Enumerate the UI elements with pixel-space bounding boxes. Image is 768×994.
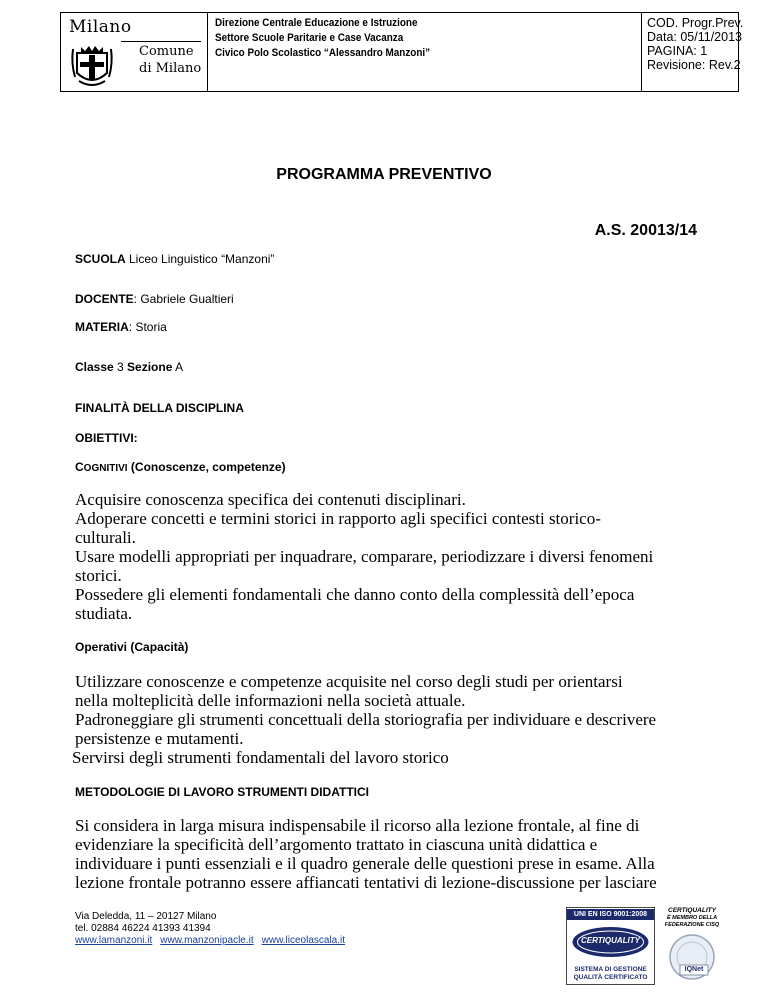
cognitivi-initial: C [75, 460, 84, 474]
meta-code: COD. Progr.Prev. [647, 16, 744, 30]
footer-address: Via Deledda, 11 – 20127 Milano [75, 911, 217, 922]
institution-cell [207, 13, 642, 91]
iso-certification-badge [566, 907, 655, 985]
cognitivi-line: studiata. [75, 604, 133, 623]
section-operativi: Operativi (Capacità) [75, 640, 189, 654]
section-obiettivi: OBIETTIVI: [75, 431, 138, 445]
certiquality-brand: CERTIQUALITY [581, 936, 640, 945]
meta-date: Data: 05/11/2013 [647, 30, 742, 44]
field-materia [75, 320, 167, 334]
cognitivi-smallcaps: OGNITIVI [83, 463, 128, 474]
member-line-1: CERTIQUALITY [668, 907, 716, 914]
footer-link[interactable]: www.liceolascala.it [261, 935, 346, 946]
page-footer [75, 911, 353, 947]
operativi-line: nella molteplicità delle informazioni nella società attuale. [75, 691, 466, 710]
metodologie-paragraph [75, 816, 700, 892]
docente-value: : Gabriele Gualtieri [133, 292, 234, 306]
metodologie-line: evidenziare la specificità dell’argomento trattato in ciascuna unità didattica e [75, 835, 598, 854]
docente-label: DOCENTE [75, 292, 134, 306]
scuola-value: Liceo Linguistico “Manzoni” [125, 252, 275, 266]
sezione-value: A [172, 360, 184, 374]
metodologie-line: individuare i punti essenziali e il quadro generale delle questioni prese in esame. Alla [75, 854, 655, 873]
cognitivi-line: storici. [75, 566, 122, 585]
section-metodologie: METODOLOGIE DI LAVORO STRUMENTI DIDATTICI [75, 785, 369, 799]
cisq-membership-badge [658, 907, 726, 985]
document-title: PROGRAMMA PREVENTIVO [276, 166, 492, 183]
materia-value: : Storia [128, 320, 167, 334]
cognitivi-line: Possedere gli elementi fondamentali che danno conto della complessità dell’epoca [75, 585, 635, 604]
comune-crest-icon [67, 43, 117, 89]
operativi-paragraph [72, 672, 700, 767]
metodologie-line: lezione frontale potranno essere affiancati tentativi di lezione-discussione per lasciare [75, 873, 657, 892]
institution-line-1: Direzione Centrale Educazione e Istruzione [215, 17, 418, 29]
section-finalita: FINALITÀ DELLA DISCIPLINA [75, 401, 244, 415]
cognitivi-line: culturali. [75, 528, 136, 547]
scuola-label: SCUOLA [75, 252, 126, 266]
document-header [60, 12, 744, 92]
iqnet-label: IQNet [684, 966, 704, 973]
operativi-line: Padroneggiare gli strumenti concettuali della storiografia per individuare e descrivere [75, 710, 657, 729]
classe-value: 3 [113, 360, 128, 374]
footer-links [75, 935, 353, 947]
cognitivi-line: Usare modelli appropriati per inquadrare, comparare, periodizzare i diversi fenomeni [75, 547, 654, 566]
member-line-3: FEDERAZIONE CISQ [664, 922, 720, 928]
comune-line2: di Milano [139, 61, 202, 76]
materia-label: MATERIA [75, 320, 129, 334]
iqnet-seal-icon [658, 931, 726, 983]
comune-line1: Comune [139, 44, 194, 59]
iso-label: UNI EN ISO 9001:2008 [567, 909, 654, 920]
classe-label: Classe [75, 360, 114, 374]
meta-page: PAGINA: 1 [647, 44, 708, 58]
field-scuola [75, 252, 274, 266]
system-line-2: QUALITÀ CERTIFICATO [573, 974, 648, 981]
cognitivi-tail: (Conoscenze, competenze) [127, 460, 286, 474]
operativi-line: Servirsi degli strumenti fondamentali del lavoro storico [72, 748, 449, 767]
meta-cell [641, 13, 744, 91]
institution-line-2: Settore Scuole Paritarie e Case Vacanza [215, 32, 404, 44]
field-docente [75, 292, 234, 306]
footer-phone: tel. 02884 46224 41393 41394 [75, 923, 211, 934]
system-line-1: SISTEMA DI GESTIONE [574, 966, 647, 973]
footer-link[interactable]: www.lamanzoni.it [75, 935, 153, 946]
milano-logo-word: Milano [69, 17, 132, 37]
member-line-2: È MEMBRO DELLA [666, 915, 718, 921]
cognitivi-line: Acquisire conoscenza specifica dei contenuti disciplinari. [75, 490, 466, 509]
logo-cell [61, 13, 208, 91]
school-year: A.S. 20013/14 [594, 222, 697, 239]
field-classe [75, 360, 183, 374]
sezione-label: Sezione [127, 360, 173, 374]
metodologie-line: Si considera in larga misura indispensabile il ricorso alla lezione frontale, al fine di [75, 816, 640, 835]
meta-revision: Revisione: Rev.2 [647, 58, 741, 72]
cognitivi-paragraph [75, 490, 700, 623]
operativi-line: persistenze e mutamenti. [75, 729, 244, 748]
logo-divider [121, 41, 201, 42]
footer-link[interactable]: www.manzonipacle.it [160, 935, 254, 946]
cognitivi-line: Adoperare concetti e termini storici in rapporto agli specifici contesti storico- [75, 509, 601, 528]
institution-line-3: Civico Polo Scolastico “Alessandro Manzoni” [215, 47, 431, 59]
section-cognitivi [75, 460, 286, 474]
operativi-line: Utilizzare conoscenze e competenze acquisite nel corso degli studi per orientarsi [75, 672, 623, 691]
